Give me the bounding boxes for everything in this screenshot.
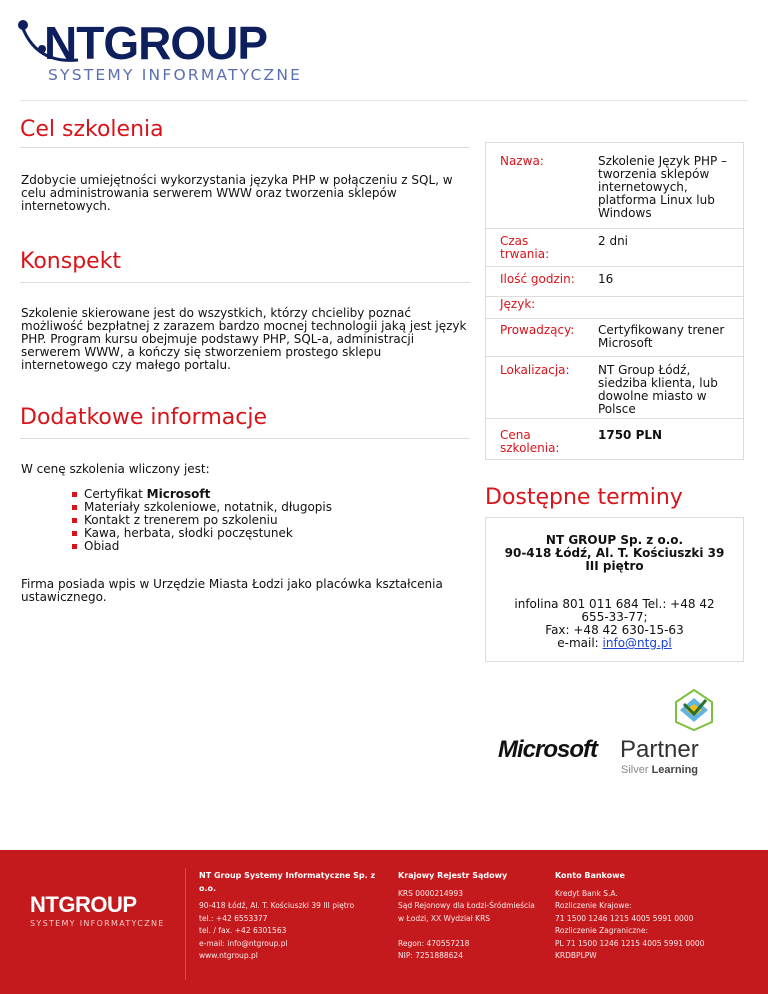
footer-line: NIP: 7251888624 bbox=[398, 951, 463, 960]
section-title-terminy: Dostępne terminy bbox=[485, 485, 683, 510]
contact-email: e-mail: info@ntg.pl bbox=[557, 636, 672, 650]
wpis-text: Firma posiada wpis w Urzędzie Miasta Łodzi jako placówka kształcenia ustawicznego. bbox=[21, 577, 443, 604]
header-divider bbox=[20, 100, 748, 101]
info-value: 1750 PLN bbox=[598, 428, 663, 442]
info-row-nazwa bbox=[486, 142, 743, 228]
info-label: Ilość godzin: bbox=[500, 272, 575, 286]
list-item: Kontakt z trenerem po szkoleniu bbox=[72, 514, 332, 527]
footer-line: tel. / fax. +42 6301563 bbox=[199, 926, 287, 935]
section-divider bbox=[20, 282, 470, 283]
section-title-cel: Cel szkolenia bbox=[20, 117, 164, 142]
footer-company-column bbox=[199, 870, 394, 963]
terms-box bbox=[485, 517, 744, 662]
footer-line: Kredyt Bank S.A. bbox=[555, 888, 618, 898]
included-list bbox=[72, 488, 332, 553]
company-name: NT GROUP Sp. z o.o. bbox=[545, 533, 684, 547]
info-row-czas bbox=[486, 228, 743, 266]
logo-tagline: SYSTEMY INFORMATYCZNE bbox=[48, 66, 303, 84]
cel-text: Zdobycie umiejętności wykorzystania języka PHP w połączeniu z SQL, w celu administrowania serwerem WWW oraz tworzenia sklepów internetowych. bbox=[21, 173, 453, 213]
footer-logo bbox=[30, 892, 165, 928]
info-label: Nazwa: bbox=[500, 154, 544, 168]
course-info-table bbox=[485, 142, 744, 460]
company-floor: III piętro bbox=[585, 559, 644, 573]
company-contact bbox=[506, 598, 723, 650]
footer-col-heading: Konto Bankowe bbox=[555, 871, 625, 880]
footer-line: tel.: +42 6553377 bbox=[199, 913, 268, 923]
footer-line: PL 71 1500 1246 1215 4005 5991 0000 bbox=[555, 938, 705, 948]
info-label: Prowadzący: bbox=[500, 323, 575, 337]
info-value: 16 bbox=[598, 272, 614, 286]
footer-divider bbox=[185, 868, 186, 980]
section-title-dodatkowe: Dodatkowe informacje bbox=[20, 405, 267, 430]
section-divider bbox=[20, 147, 470, 148]
info-value: Certyfikowany trener Microsoft bbox=[598, 323, 725, 350]
contact-fax: Fax: +48 42 630-15-63 bbox=[545, 623, 684, 637]
footer-spacer bbox=[398, 925, 553, 938]
info-label: Czas trwania: bbox=[500, 234, 550, 261]
info-value: NT Group Łódź, siedziba klienta, lub dowolne miasto w Polsce bbox=[598, 363, 718, 416]
footer-line: www.ntgroup.pl bbox=[199, 951, 258, 960]
footer-line: e-mail: info@ntgroup.pl bbox=[199, 938, 288, 948]
footer-line: Rozliczenie Zagraniczne: bbox=[555, 926, 649, 935]
footer-logo-tagline: SYSTEMY INFORMATYCZNE bbox=[30, 919, 165, 928]
info-row-prowadzacy bbox=[486, 318, 743, 358]
footer-bank-column bbox=[555, 870, 745, 963]
email-link[interactable]: info@ntg.pl bbox=[602, 636, 672, 650]
company-address bbox=[486, 534, 743, 573]
ntgroup-logo bbox=[16, 14, 316, 88]
list-item: Obiad bbox=[72, 540, 332, 553]
konspekt-text: Szkolenie skierowane jest do wszystkich, którzy chcieliby poznać możliwość bezpłatnej z zarazem bardzo mocnej technologii jaką jest język PHP. Program kursu obejmuje podstawy PHP, SQL-a, administracji serwerem WWW, a kończy się stworzeniem prostego sklepu internetowego czy małego portalu. bbox=[21, 306, 467, 372]
info-value: 2 dni bbox=[598, 234, 629, 248]
footer-line: KRS 0000214993 bbox=[398, 888, 463, 898]
microsoft-wordmark: Microsoft bbox=[498, 736, 597, 763]
logo-wordmark: NTGROUP bbox=[44, 17, 267, 69]
footer-line: KRDBPLPW bbox=[555, 951, 597, 960]
partner-level: Silver Learning bbox=[621, 764, 699, 776]
info-row-godziny bbox=[486, 266, 743, 296]
dodatkowe-intro: W cenę szkolenia wliczony jest: bbox=[21, 462, 210, 476]
info-label: Lokalizacja: bbox=[500, 363, 570, 377]
footer-krs-column bbox=[398, 870, 553, 963]
section-title-konspekt: Konspekt bbox=[20, 249, 122, 274]
footer bbox=[0, 850, 768, 994]
list-item: Certyfikat Microsoft bbox=[72, 488, 332, 501]
contact-phones: infolina 801 011 684 Tel.: +48 42 655-33-77; bbox=[514, 597, 715, 624]
info-label: Cena szkolenia: bbox=[500, 428, 560, 455]
footer-line: Rozliczenie Krajowe: bbox=[555, 901, 632, 910]
list-item: Materiały szkoleniowe, notatnik, długopis bbox=[72, 501, 332, 514]
section-divider bbox=[20, 438, 470, 439]
footer-col-heading: Krajowy Rejestr Sądowy bbox=[398, 871, 508, 880]
footer-col-heading: NT Group Systemy Informatyczne Sp. z o.o. bbox=[199, 871, 376, 893]
partner-word: Partner bbox=[620, 736, 699, 763]
footer-line: w Łodzi, XX Wydział KRS bbox=[398, 913, 491, 923]
footer-line: Regon: 470557218 bbox=[398, 938, 470, 948]
info-row-cena bbox=[486, 418, 743, 460]
list-item: Kawa, herbata, słodki poczęstunek bbox=[72, 527, 332, 540]
footer-logo-wordmark: NTGROUP bbox=[30, 892, 137, 917]
footer-line: 71 1500 1246 1215 4005 5991 0000 bbox=[555, 913, 694, 923]
info-value: Szkolenie Język PHP – tworzenia sklepów internetowych, platforma Linux lub Windows bbox=[598, 154, 728, 220]
microsoft-partner-badge-icon bbox=[672, 688, 716, 732]
company-street: 90-418 Łódź, Al. T. Kościuszki 39 bbox=[504, 546, 725, 560]
info-row-lokalizacja bbox=[486, 356, 743, 420]
footer-line: Sąd Rejonowy dla Łodzi-Śródmieścia bbox=[398, 901, 535, 910]
footer-line: 90-418 Łódź, Al. T. Kościuszki 39 III piętro bbox=[199, 901, 355, 910]
info-label: Język: bbox=[500, 297, 536, 311]
